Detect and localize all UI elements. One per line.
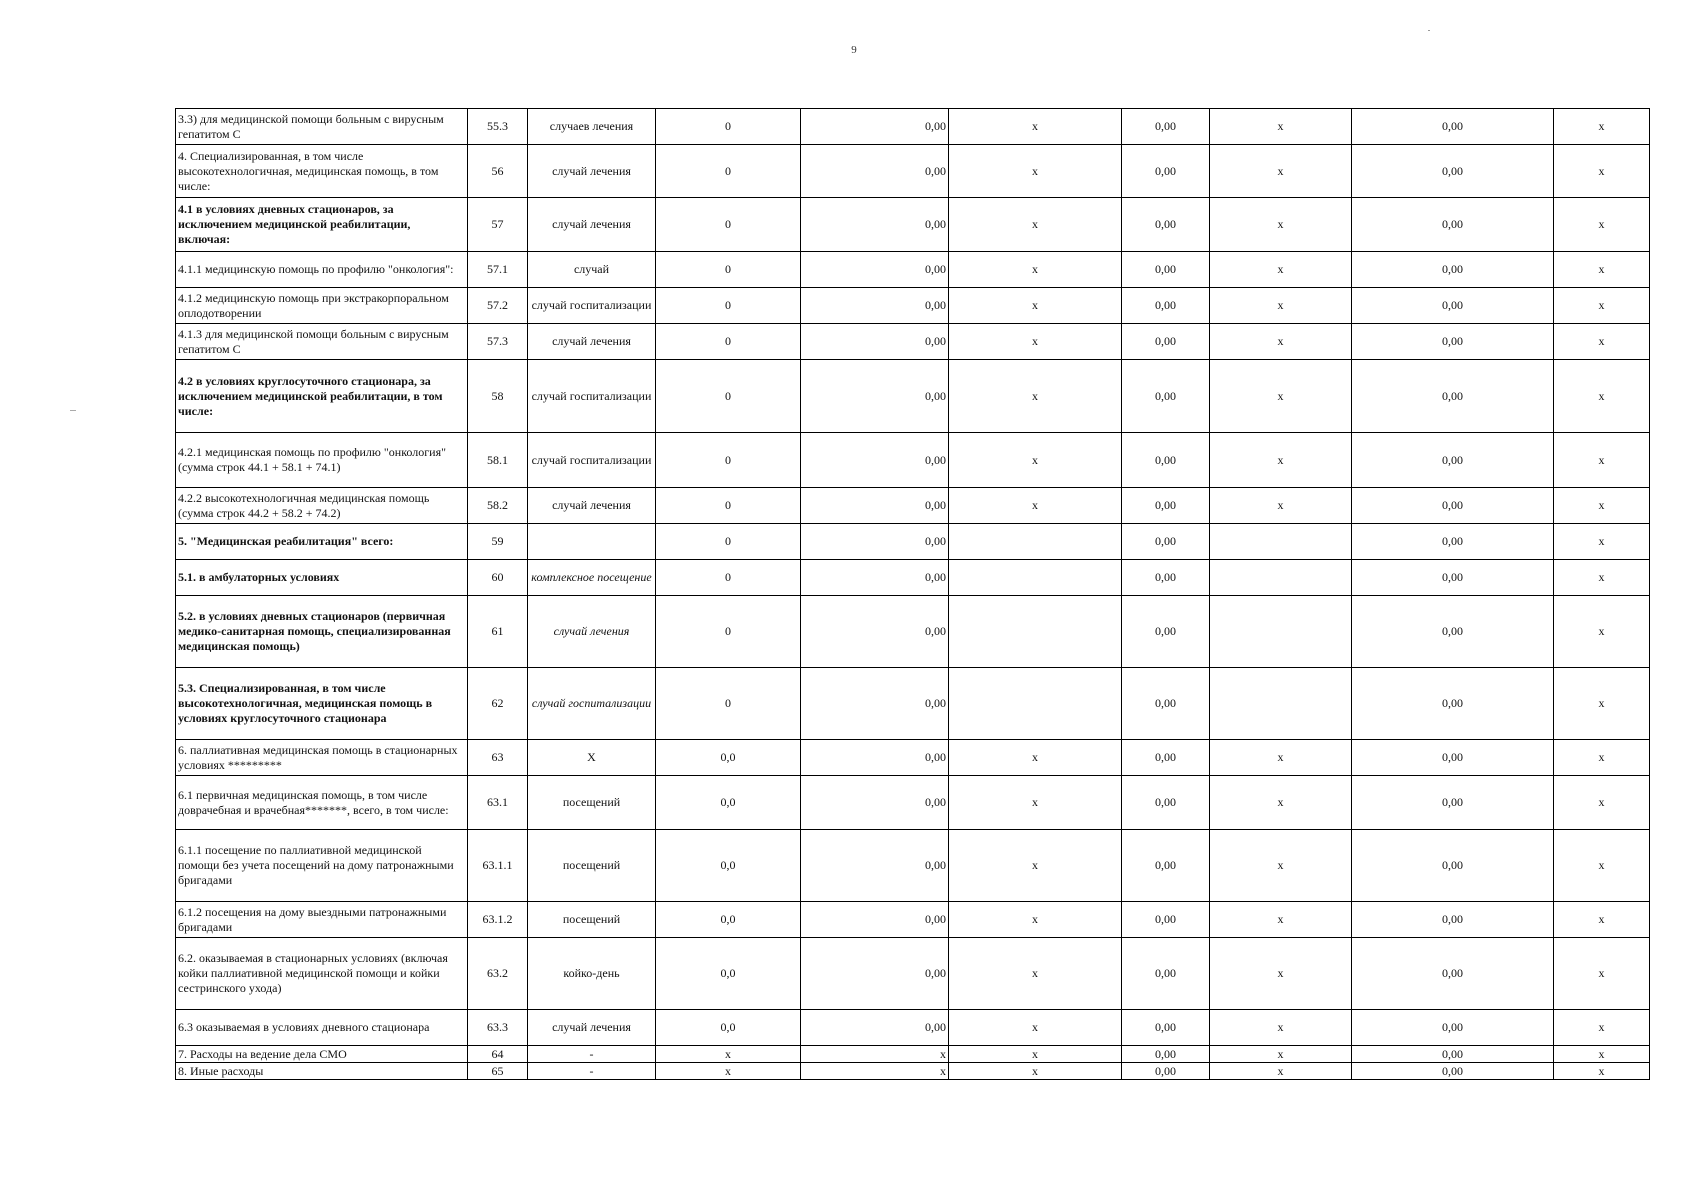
row-col6: х [949,109,1122,145]
row-col10: х [1554,198,1650,252]
row-unit: случай лечения [528,145,656,198]
table-row [176,198,1650,252]
row-name: 6.1 первичная медицинская помощь, в том числе доврачебная и врачебная*******, всего, в том числе: [176,776,468,830]
row-col9: 0,00 [1352,360,1554,433]
row-col7: 0,00 [1122,145,1210,198]
table-row [176,902,1650,938]
table-row [176,524,1650,560]
row-col8: х [1210,830,1352,902]
row-cost: 0,00 [801,198,949,252]
row-col8: х [1210,145,1352,198]
row-col6 [949,596,1122,668]
row-col10: х [1554,288,1650,324]
row-col9: 0,00 [1352,560,1554,596]
row-cost: 0,00 [801,288,949,324]
row-col10: х [1554,596,1650,668]
row-col8 [1210,596,1352,668]
row-col9: 0,00 [1352,902,1554,938]
row-cost: 0,00 [801,488,949,524]
row-unit: посещений [528,902,656,938]
row-code: 57 [468,198,528,252]
row-col6: х [949,1046,1122,1063]
page-number: 9 [851,44,857,56]
row-col9: 0,00 [1352,433,1554,488]
row-col7: 0,00 [1122,740,1210,776]
row-col9: 0,00 [1352,938,1554,1010]
row-col8: х [1210,109,1352,145]
row-col10: х [1554,145,1650,198]
row-unit: случай госпитализации [528,433,656,488]
row-col10: х [1554,360,1650,433]
row-col6 [949,524,1122,560]
row-col10: х [1554,560,1650,596]
row-col9: 0,00 [1352,109,1554,145]
row-col10: х [1554,433,1650,488]
row-name: 5.1. в амбулаторных условиях [176,560,468,596]
row-cost: 0,00 [801,252,949,288]
row-code: 58 [468,360,528,433]
row-col9: 0,00 [1352,1010,1554,1046]
row-col10: х [1554,1063,1650,1080]
row-col10: х [1554,524,1650,560]
row-unit: комплексное посещение [528,560,656,596]
row-col7: 0,00 [1122,252,1210,288]
row-col10: х [1554,252,1650,288]
row-volume: 0 [656,433,801,488]
row-code: 60 [468,560,528,596]
row-col9: 0,00 [1352,198,1554,252]
row-volume: 0 [656,360,801,433]
table-row [176,1046,1650,1063]
row-col8 [1210,668,1352,740]
row-col10: х [1554,902,1650,938]
report-table [175,108,1650,1080]
row-col6: х [949,360,1122,433]
row-unit [528,524,656,560]
row-unit: случай лечения [528,198,656,252]
row-col7: 0,00 [1122,488,1210,524]
row-col10: х [1554,776,1650,830]
row-name: 4.2.2 высокотехнологичная медицинская помощь (сумма строк 44.2 + 58.2 + 74.2) [176,488,468,524]
row-col7: 0,00 [1122,938,1210,1010]
row-col7: 0,00 [1122,1010,1210,1046]
row-volume: 0,0 [656,1010,801,1046]
row-cost: 0,00 [801,596,949,668]
row-col6: х [949,288,1122,324]
row-col6: х [949,488,1122,524]
row-name: 6.2. оказываемая в стационарных условиях (включая койки паллиативной медицинской помощи и койки сестринского ухода) [176,938,468,1010]
row-name: 5.3. Специализированная, в том числе высокотехнологичная, медицинская помощь в условиях круглосуточного стационара [176,668,468,740]
row-code: 57.3 [468,324,528,360]
table-row [176,1063,1650,1080]
row-volume: 0 [656,198,801,252]
row-code: 55.3 [468,109,528,145]
row-col9: 0,00 [1352,145,1554,198]
row-cost: х [801,1046,949,1063]
row-name: 6.1.2 посещения на дому выездными патронажными бригадами [176,902,468,938]
row-name: 4.2.1 медицинская помощь по профилю "онкология" (сумма строк 44.1 + 58.1 + 74.1) [176,433,468,488]
row-unit: случай лечения [528,488,656,524]
row-volume: 0,0 [656,830,801,902]
row-col7: 0,00 [1122,902,1210,938]
row-volume: 0 [656,145,801,198]
row-col9: 0,00 [1352,596,1554,668]
row-code: 62 [468,668,528,740]
row-cost: 0,00 [801,668,949,740]
row-col6: х [949,830,1122,902]
row-cost: 0,00 [801,109,949,145]
row-col10: х [1554,740,1650,776]
row-col8: х [1210,360,1352,433]
row-name: 4. Специализированная, в том числе высокотехнологичная, медицинская помощь, в том числе: [176,145,468,198]
row-col8: х [1210,488,1352,524]
row-cost: 0,00 [801,740,949,776]
row-col7: 0,00 [1122,360,1210,433]
table-row [176,288,1650,324]
row-col8: х [1210,1046,1352,1063]
table-row [176,938,1650,1010]
row-cost: 0,00 [801,433,949,488]
row-col6: х [949,252,1122,288]
row-col7: 0,00 [1122,1046,1210,1063]
row-col9: 0,00 [1352,830,1554,902]
row-name: 4.2 в условиях круглосуточного стационара, за исключением медицинской реабилитации, в том числе: [176,360,468,433]
table-row [176,324,1650,360]
row-cost: 0,00 [801,324,949,360]
row-code: 63 [468,740,528,776]
row-code: 63.3 [468,1010,528,1046]
row-col7: 0,00 [1122,433,1210,488]
row-col7: 0,00 [1122,109,1210,145]
row-unit: случай госпитализации [528,360,656,433]
table-row [176,433,1650,488]
row-col7: 0,00 [1122,324,1210,360]
row-cost: х [801,1063,949,1080]
row-col10: х [1554,488,1650,524]
row-col9: 0,00 [1352,776,1554,830]
row-cost: 0,00 [801,524,949,560]
row-name: 7. Расходы на ведение дела СМО [176,1046,468,1063]
row-name: 4.1.2 медицинскую помощь при экстракорпоральном оплодотворении [176,288,468,324]
row-volume: 0,0 [656,740,801,776]
row-cost: 0,00 [801,145,949,198]
row-col7: 0,00 [1122,560,1210,596]
row-name: 5.2. в условиях дневных стационаров (первичная медико-санитарная помощь, специализированная медицинская помощь) [176,596,468,668]
scan-artifact [70,410,76,411]
row-col8: х [1210,198,1352,252]
row-unit: Х [528,740,656,776]
table-row [176,830,1650,902]
row-col10: х [1554,109,1650,145]
row-code: 57.1 [468,252,528,288]
row-col9: 0,00 [1352,324,1554,360]
table-row [176,776,1650,830]
row-code: 59 [468,524,528,560]
row-col8: х [1210,288,1352,324]
table-row [176,560,1650,596]
row-col8: х [1210,902,1352,938]
row-name: 3.3) для медицинской помощи больным с вирусным гепатитом С [176,109,468,145]
row-col6: х [949,902,1122,938]
row-code: 58.2 [468,488,528,524]
row-cost: 0,00 [801,902,949,938]
row-col9: 0,00 [1352,1046,1554,1063]
row-volume: 0 [656,109,801,145]
row-unit: случай [528,252,656,288]
row-volume: х [656,1046,801,1063]
row-col6: х [949,776,1122,830]
row-col7: 0,00 [1122,596,1210,668]
row-col9: 0,00 [1352,740,1554,776]
row-volume: 0,0 [656,776,801,830]
row-col6: х [949,324,1122,360]
row-volume: 0 [656,252,801,288]
table-row [176,596,1650,668]
row-col10: х [1554,1010,1650,1046]
row-name: 6. паллиативная медицинская помощь в стационарных условиях ********* [176,740,468,776]
row-name: 4.1.3 для медицинской помощи больным с вирусным гепатитом С [176,324,468,360]
row-col9: 0,00 [1352,668,1554,740]
row-unit: - [528,1046,656,1063]
row-col9: 0,00 [1352,524,1554,560]
row-code: 64 [468,1046,528,1063]
row-col6: х [949,740,1122,776]
row-cost: 0,00 [801,560,949,596]
row-col7: 0,00 [1122,830,1210,902]
row-unit: посещений [528,776,656,830]
scan-artifact [1428,30,1430,31]
row-col10: х [1554,668,1650,740]
row-col9: 0,00 [1352,288,1554,324]
row-unit: койко-день [528,938,656,1010]
row-unit: - [528,1063,656,1080]
row-unit: случай лечения [528,1010,656,1046]
table-row [176,360,1650,433]
row-col8 [1210,524,1352,560]
row-col10: х [1554,830,1650,902]
row-unit: случай госпитализации [528,668,656,740]
row-col6: х [949,1063,1122,1080]
row-code: 56 [468,145,528,198]
table-row [176,488,1650,524]
row-volume: 0 [656,668,801,740]
row-code: 63.2 [468,938,528,1010]
row-col6: х [949,1010,1122,1046]
row-col8: х [1210,938,1352,1010]
table-row [176,252,1650,288]
row-volume: 0 [656,488,801,524]
row-code: 58.1 [468,433,528,488]
row-volume: 0 [656,288,801,324]
row-name: 6.1.1 посещение по паллиативной медицинской помощи без учета посещений на дому патронажными бригадами [176,830,468,902]
row-cost: 0,00 [801,830,949,902]
row-cost: 0,00 [801,776,949,830]
row-col6: х [949,198,1122,252]
row-col7: 0,00 [1122,524,1210,560]
row-col6: х [949,145,1122,198]
row-volume: 0 [656,524,801,560]
row-volume: 0,0 [656,902,801,938]
row-cost: 0,00 [801,360,949,433]
row-col8 [1210,560,1352,596]
row-col8: х [1210,433,1352,488]
row-name: 4.1.1 медицинскую помощь по профилю "онкология": [176,252,468,288]
row-col7: 0,00 [1122,198,1210,252]
row-unit: случай госпитализации [528,288,656,324]
row-col9: 0,00 [1352,1063,1554,1080]
table-row [176,1010,1650,1046]
row-cost: 0,00 [801,938,949,1010]
row-unit: случай лечения [528,324,656,360]
row-code: 63.1.2 [468,902,528,938]
row-col8: х [1210,324,1352,360]
table-row [176,740,1650,776]
row-col10: х [1554,1046,1650,1063]
row-col8: х [1210,776,1352,830]
row-unit: случаев лечения [528,109,656,145]
row-col8: х [1210,1010,1352,1046]
row-col9: 0,00 [1352,488,1554,524]
row-col6 [949,560,1122,596]
row-name: 5. "Медицинская реабилитация" всего: [176,524,468,560]
row-col10: х [1554,938,1650,1010]
table-row [176,668,1650,740]
row-volume: 0 [656,324,801,360]
row-col6: х [949,433,1122,488]
row-volume: 0 [656,596,801,668]
row-col8: х [1210,740,1352,776]
table-row [176,145,1650,198]
row-code: 61 [468,596,528,668]
row-volume: 0 [656,560,801,596]
row-code: 57.2 [468,288,528,324]
row-volume: 0,0 [656,938,801,1010]
row-code: 63.1 [468,776,528,830]
row-unit: случай лечения [528,596,656,668]
row-unit: посещений [528,830,656,902]
row-col8: х [1210,1063,1352,1080]
row-col10: х [1554,324,1650,360]
table-row [176,109,1650,145]
row-cost: 0,00 [801,1010,949,1046]
row-col8: х [1210,252,1352,288]
row-col9: 0,00 [1352,252,1554,288]
row-col7: 0,00 [1122,776,1210,830]
row-code: 63.1.1 [468,830,528,902]
row-volume: х [656,1063,801,1080]
row-col7: 0,00 [1122,668,1210,740]
row-col6 [949,668,1122,740]
row-col6: х [949,938,1122,1010]
row-col7: 0,00 [1122,288,1210,324]
row-name: 4.1 в условиях дневных стационаров, за исключением медицинской реабилитации, включая: [176,198,468,252]
row-code: 65 [468,1063,528,1080]
row-name: 6.3 оказываемая в условиях дневного стационара [176,1010,468,1046]
row-name: 8. Иные расходы [176,1063,468,1080]
row-col7: 0,00 [1122,1063,1210,1080]
